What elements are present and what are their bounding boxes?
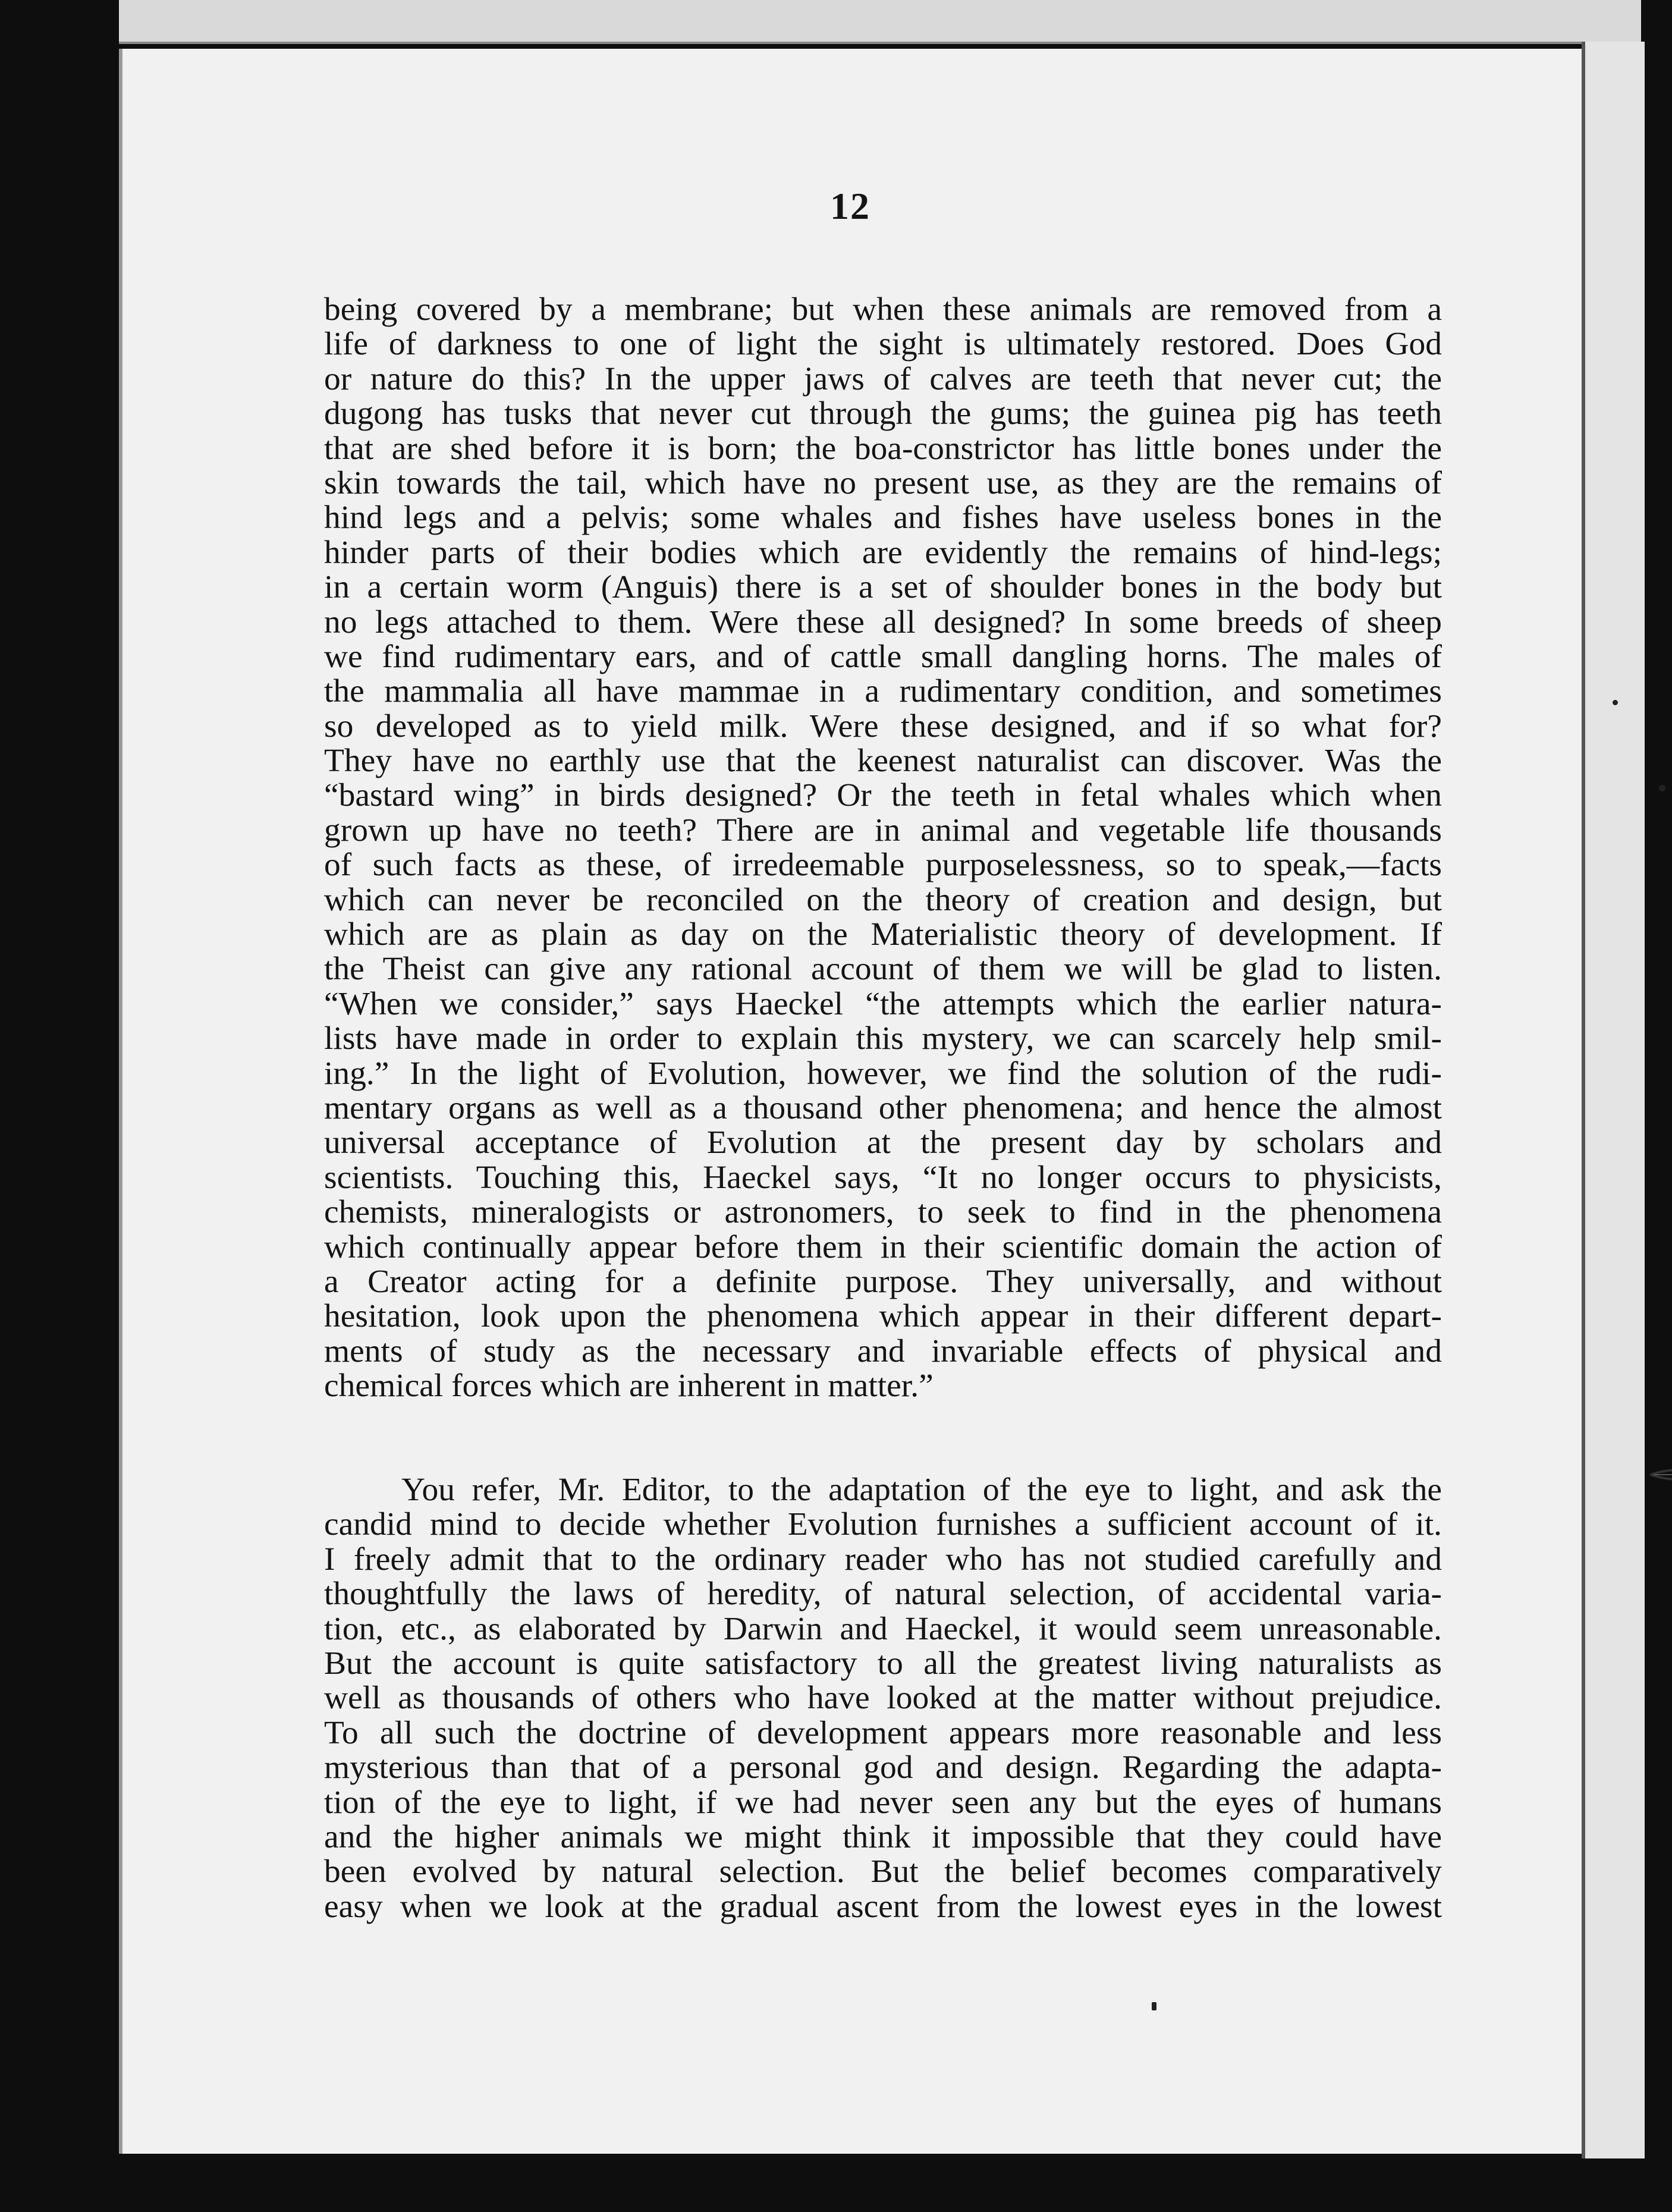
page-number: 12 — [830, 185, 870, 227]
text-line: hesitation, look upon the phenomena which appear in their different depart- — [324, 1299, 1442, 1334]
text-line: skin towards the tail, which have no present use, as they are the remains of — [324, 466, 1442, 501]
page-top-edge — [119, 0, 1641, 44]
text-line: tion, etc., as elaborated by Darwin and Haeckel, it would seem unreasonable. — [324, 1611, 1442, 1647]
text-line: the Theist can give any rational account of them we will be glad to listen. — [324, 952, 1442, 987]
text-line: “bastard wing” in birds designed? Or the teeth in fetal whales which when — [324, 778, 1442, 813]
document-page — [119, 49, 1582, 2154]
text-line: hinder parts of their bodies which are evidently the remains of hind-legs; — [324, 535, 1442, 571]
text-line: the mammalia all have mammae in a rudimentary condition, and sometimes — [324, 674, 1442, 709]
text-line: which continually appear before them in their scientific domain the action of — [324, 1230, 1442, 1265]
text-line: been evolved by natural selection. But the belief becomes comparatively — [324, 1855, 1442, 1890]
text-line: I freely admit that to the ordinary reader who has not studied carefully and — [324, 1542, 1442, 1578]
text-line: and the higher animals we might think it impossible that they could have — [324, 1820, 1442, 1855]
text-line: tion of the eye to light, if we had never seen any but the eyes of humans — [324, 1785, 1442, 1820]
text-line: To all such the doctrine of development appears more reasonable and less — [324, 1715, 1442, 1751]
speck-mark — [1613, 700, 1618, 705]
text-line: which can never be reconciled on the theory of creation and design, but — [324, 882, 1442, 918]
text-line: ments of study as the necessary and invariable effects of physical and — [324, 1334, 1442, 1369]
text-line: chemical forces which are inherent in matter.” — [324, 1369, 934, 1404]
text-line: dugong has tusks that never cut through the gums; the guinea pig has teeth — [324, 397, 1442, 432]
text-line: well as thousands of others who have looked at the matter without prejudice. — [324, 1681, 1442, 1716]
margin-ink-mark — [1650, 1467, 1672, 1482]
text-line: no legs attached to them. Were these all designed? In some breeds of sheep — [324, 605, 1442, 640]
text-line: so developed as to yield milk. Were these designed, and if so what for? — [324, 709, 1442, 744]
text-line: being covered by a membrane; but when these animals are removed from a — [324, 293, 1442, 328]
text-line: universal acceptance of Evolution at the present day by scholars and — [324, 1126, 1442, 1161]
text-line: But the account is quite satisfactory to all the greatest living naturalists as — [324, 1646, 1442, 1682]
text-line: “When we consider,” says Haeckel “the attempts which the earlier natura- — [324, 986, 1442, 1022]
page-right-edge — [1582, 42, 1645, 2158]
text-line: life of darkness to one of light the sight is ultimately restored. Does God — [324, 327, 1442, 362]
text-line: ing.” In the light of Evolution, however, we find the solution of the rudi- — [324, 1056, 1442, 1091]
text-line: that are shed before it is born; the boa-constrictor has little bones under the — [324, 431, 1442, 466]
text-line: mysterious than that of a personal god and design. Regarding the adapta- — [324, 1751, 1442, 1786]
text-line: hind legs and a pelvis; some whales and fishes have useless bones in the — [324, 501, 1442, 536]
text-line: of such facts as these, of irredeemable purposelessness, so to speak,—facts — [324, 848, 1442, 883]
text-line: easy when we look at the gradual ascent from the lowest eyes in the lowest — [324, 1889, 1442, 1925]
text-line: candid mind to decide whether Evolution furnishes a sufficient account of it. — [324, 1507, 1442, 1542]
text-line: scientists. Touching this, Haeckel says, “It no longer occurs to physicists, — [324, 1160, 1442, 1196]
text-line: They have no earthly use that the keenest naturalist can discover. Was the — [324, 744, 1442, 779]
text-line: lists have made in order to explain this mystery, we can scarcely help smil- — [324, 1022, 1442, 1057]
text-line: a Creator acting for a definite purpose. They universally, and without — [324, 1264, 1442, 1300]
text-line: or nature do this? In the upper jaws of calves are teeth that never cut; the — [324, 362, 1442, 397]
paragraph-eye-adaptation — [324, 1473, 1442, 1924]
text-line: chemists, mineralogists or astronomers, to seek to find in the phenomena — [324, 1195, 1442, 1230]
speck-mark — [1152, 2002, 1156, 2010]
text-line: in a certain worm (Anguis) there is a set of shoulder bones in the body but — [324, 570, 1442, 605]
text-line: You refer, Mr. Editor, to the adaptation of the eye to light, and ask the — [401, 1473, 1442, 1508]
paragraph-continuation — [324, 293, 1442, 1404]
speck-mark — [1659, 785, 1665, 791]
text-line: thoughtfully the laws of heredity, of natural selection, of accidental varia- — [324, 1577, 1442, 1612]
text-line: grown up have no teeth? There are in animal and vegetable life thousands — [324, 813, 1442, 849]
text-line: which are as plain as day on the Materialistic theory of development. If — [324, 918, 1442, 953]
text-line: we find rudimentary ears, and of cattle small dangling horns. The males of — [324, 639, 1442, 675]
text-line: mentary organs as well as a thousand other phenomena; and hence the almost — [324, 1091, 1442, 1126]
